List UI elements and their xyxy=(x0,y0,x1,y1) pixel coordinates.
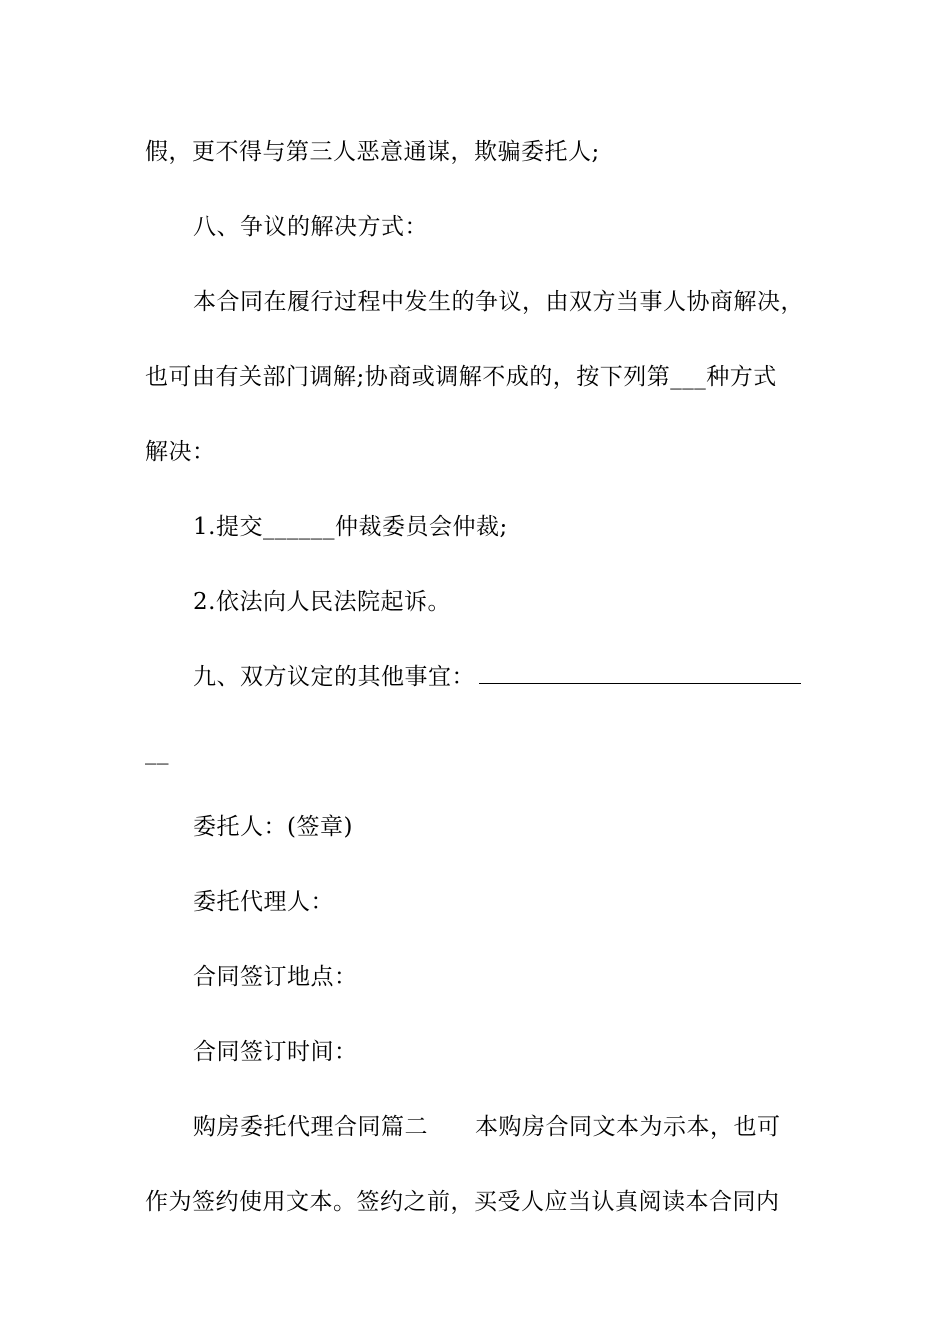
signature-agent: 委托代理人： xyxy=(193,889,334,915)
text-line: 解决： xyxy=(145,439,216,465)
signing-place: 合同签订地点： xyxy=(193,964,358,990)
list-item: 1.提交______仲裁委员会仲裁; xyxy=(193,514,508,540)
section-heading-label: 九、双方议定的其他事宜： xyxy=(193,664,475,690)
section-heading-part-two: 购房委托代理合同篇二 本购房合同文本为示本，也可 xyxy=(193,1114,781,1140)
section-heading-other-matters xyxy=(193,662,893,692)
text-line: 本合同在履行过程中发生的争议，由双方当事人协商解决， xyxy=(193,289,804,315)
text-line: 作为签约使用文本。签约之前，买受人应当认真阅读本合同内 xyxy=(145,1189,780,1215)
section-heading-dispute: 八、争议的解决方式： xyxy=(193,214,428,240)
fill-in-blank-continuation: __ xyxy=(145,739,169,765)
text-line: 假，更不得与第三人恶意通谋，欺骗委托人; xyxy=(145,139,600,165)
list-item: 2.依法向人民法院起诉。 xyxy=(193,589,451,615)
signature-principal: 委托人：(签章) xyxy=(193,814,353,840)
signing-time: 合同签订时间： xyxy=(193,1039,358,1065)
fill-in-blank-rule xyxy=(479,682,801,684)
text-line: 也可由有关部门调解;协商或调解不成的，按下列第___种方式 xyxy=(145,364,777,390)
